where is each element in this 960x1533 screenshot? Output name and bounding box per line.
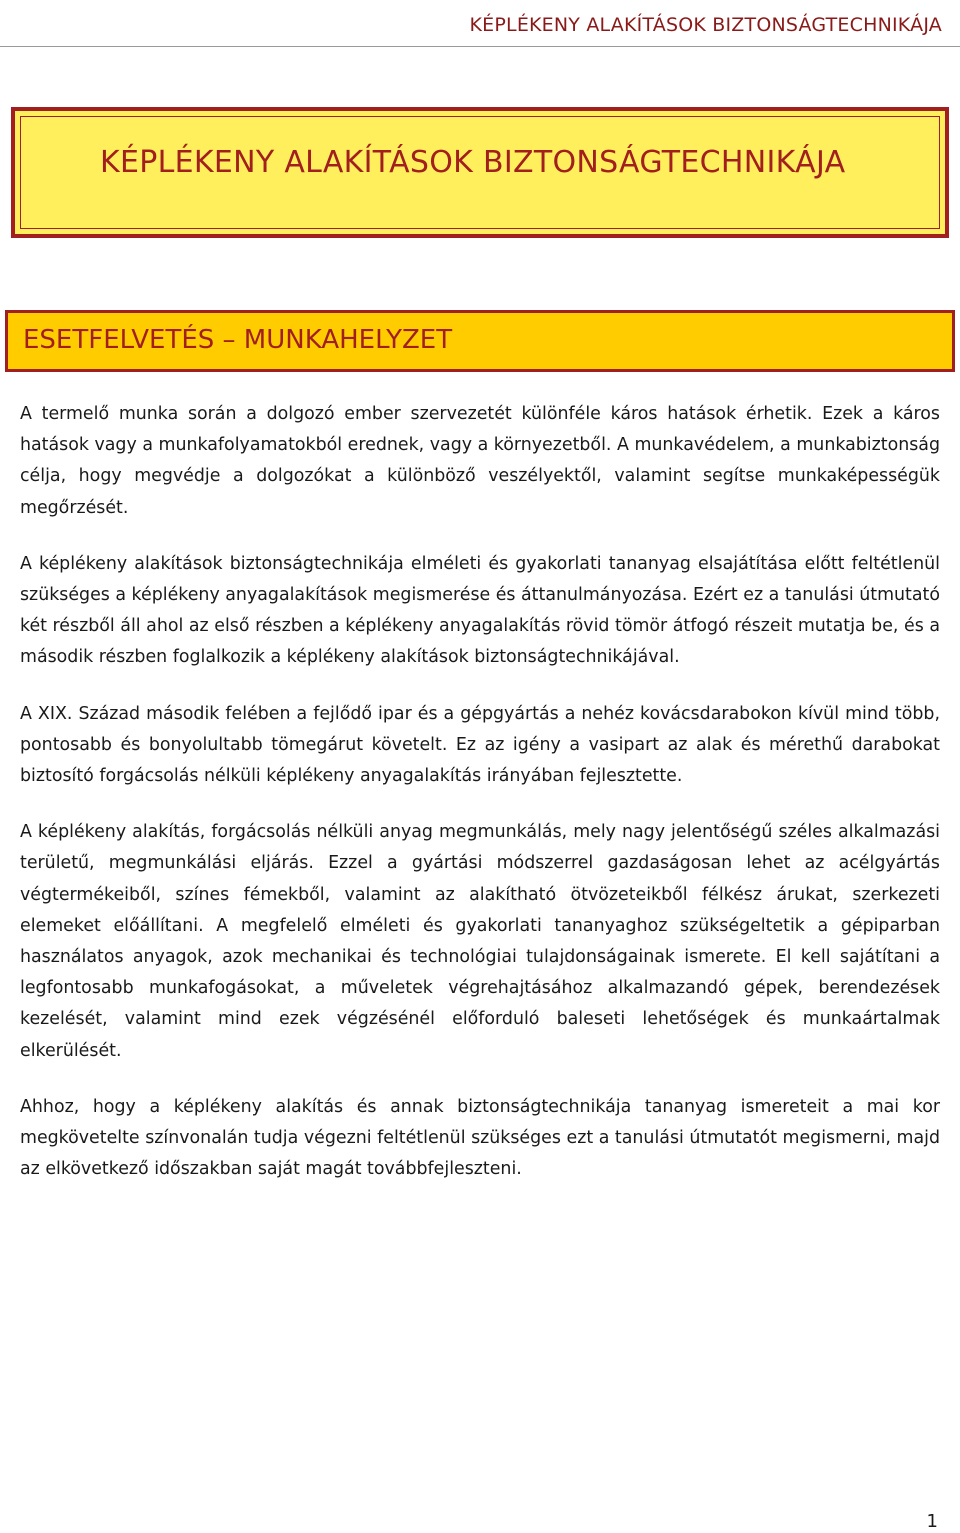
page-number: 1 — [926, 1511, 938, 1532]
section-heading-box — [5, 310, 955, 372]
paragraph: A XIX. Század második felében a fejlődő ipar és a gépgyártás a nehéz kovácsdarabokon kívül mind több, pontosabb és bonyolultabb tömegárut követelt. Ez az igény a vasipart az alak és mérethű darabokat biztosító forgácsolás nélküli képlékeny anyagalakítás irányában fejlesztette. — [20, 703, 940, 787]
paragraph: Ahhoz, hogy a képlékeny alakítás és annak biztonságtechnikája tananyag ismereteit a mai kor megkövetelte színvonalán tudja végezni feltétlenül szükséges ezt a tanulási útmutatót megismerni, majd az elkövetkező időszakban saját magát továbbfejleszteni. — [20, 1096, 940, 1180]
paragraph: A termelő munka során a dolgozó ember szervezetét különféle káros hatások érhetik. Ezek a káros hatások vagy a munkafolyamatokból erednek, vagy a környezetből. A munkavédelem, a munkabiztonság célja, hogy megvédje a dolgozókat a különböző veszélyektől, valamint segítse munkaképességük megőrzését. — [20, 404, 940, 518]
title-box — [11, 107, 949, 238]
header-divider — [0, 46, 960, 47]
body-text — [20, 399, 940, 1210]
paragraph: A képlékeny alakítások biztonságtechnikája elméleti és gyakorlati tananyag elsajátítása előtt feltétlenül szükséges a képlékeny anyagalakítások megismerése és áttanulmányozása. Ezért ez a tanulási útmutató két részből áll ahol az első részben a képlékeny anyagalakítás rövid tömör átfogó részeit mutatja be, és a második részben foglalkozik a képlékeny alakítások biztonságtechnikájával. — [20, 553, 940, 668]
paragraph: A képlékeny alakítás, forgácsolás nélküli anyag megmunkálás, mely nagy jelentőségű széles alkalmazási területű, megmunkálási eljárás. Ezzel a gyártási módszerrel gazdaságosan lehet az acélgyártás végtermékeiből, színes fémekből, valamint az alakítható ötvözeteikből félkész árukat, szerkezeti elemeket előállítani. A megfelelő elméleti és gyakorlati tananyaghoz szükségeltetik a gépiparban használatos anyagok, azok mechanikai és technológiai tulajdonságainak ismerete. El kell sajátítani a legfontosabb munkafogásokat, a műveletek végrehajtásához alkalmazandó gépek, berendezések kezelését, valamint mind ezek végzésénél előforduló baleseti lehetőségek és munkaártalmak elkerülését. — [20, 822, 940, 1061]
section-heading: ESETFELVETÉS – MUNKAHELYZET — [23, 325, 453, 355]
document-title: KÉPLÉKENY ALAKÍTÁSOK BIZTONSÁGTECHNIKÁJA — [100, 145, 846, 180]
running-header: KÉPLÉKENY ALAKÍTÁSOK BIZTONSÁGTECHNIKÁJA — [469, 14, 942, 36]
